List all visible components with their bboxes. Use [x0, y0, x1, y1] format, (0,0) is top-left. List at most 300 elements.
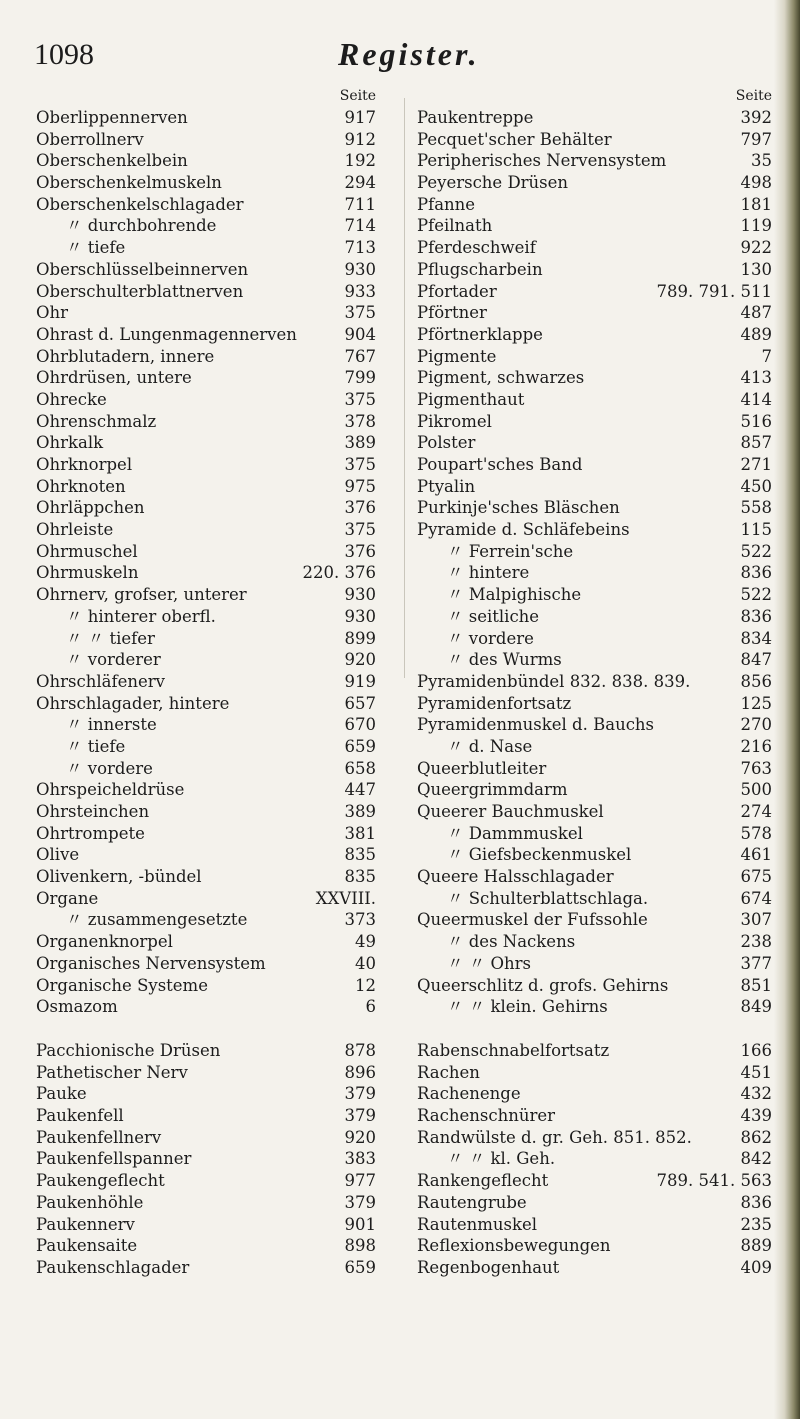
page-reference: 409	[740, 1257, 772, 1277]
index-term: Pförtner	[417, 303, 487, 323]
index-term: Pyramidenfortsatz	[417, 693, 572, 713]
page-reference: 450	[740, 476, 772, 496]
index-entry	[36, 758, 376, 780]
index-entry	[417, 562, 772, 584]
index-term: 〃 Schulterblattschlaga.	[447, 888, 649, 908]
index-term: Ohrenschmalz	[36, 411, 157, 431]
index-entry	[36, 454, 376, 476]
page-reference: 836	[740, 606, 772, 626]
index-term: Pferdeschweif	[417, 238, 536, 258]
page-reference: 238	[740, 932, 772, 952]
index-term: 〃 vordere	[447, 628, 534, 648]
page-reference: 930	[344, 259, 376, 279]
index-term: Rautenmuskel	[417, 1214, 538, 1234]
index-entry	[417, 671, 772, 693]
index-entry	[36, 476, 376, 498]
index-entry	[417, 714, 772, 736]
index-term: Ohrmuschel	[36, 541, 138, 561]
page-reference: 930	[344, 585, 376, 605]
page-reference: 115	[740, 520, 772, 540]
index-term: Polster	[417, 433, 476, 453]
index-term: Ohrläppchen	[36, 498, 145, 518]
index-term: Olivenkern, -bündel	[36, 867, 202, 887]
page-reference: 392	[740, 108, 772, 127]
page-reference: 920	[344, 650, 376, 670]
page-reference: 714	[344, 216, 376, 236]
index-term: Oberschlüsselbeinnerven	[36, 259, 249, 279]
index-term: Ohrtrompete	[36, 823, 145, 843]
index-entry	[36, 259, 376, 281]
index-term: Pförtnerklappe	[417, 324, 543, 344]
page-reference: 379	[344, 1192, 376, 1212]
index-term: Oberschenkelbein	[36, 151, 188, 171]
page-reference: 432	[740, 1084, 772, 1104]
index-entry	[417, 389, 772, 411]
index-term: 〃 〃 klein. Gehirns	[447, 997, 608, 1017]
column-header: Seite	[339, 88, 376, 104]
index-entry	[417, 215, 772, 237]
index-term: Rabenschnabelfortsatz	[417, 1041, 610, 1060]
index-term: Ohrast d. Lungenmagennerven	[36, 324, 297, 344]
page-reference: 659	[344, 1257, 376, 1277]
index-term: Pathetischer Nerv	[36, 1062, 188, 1082]
index-term: Oberschulterblattnerven	[36, 281, 244, 301]
index-term: 〃 Ferrein'sche	[447, 541, 574, 561]
index-entry	[36, 953, 376, 975]
index-entry	[36, 367, 376, 389]
page-reference: 294	[344, 173, 376, 193]
index-entry	[417, 541, 772, 563]
page-reference: 378	[344, 411, 376, 431]
page-reference: 670	[344, 715, 376, 735]
index-entry	[417, 150, 772, 172]
index-entry	[36, 996, 376, 1018]
index-entry	[417, 367, 772, 389]
page-reference: 912	[344, 129, 376, 149]
index-term: Purkinje'sches Bläschen	[417, 498, 620, 518]
page-reference: 522	[740, 585, 772, 605]
index-term: 〃 zusammengesetzte	[66, 910, 248, 930]
page-reference: 119	[740, 216, 772, 236]
page-reference: 711	[344, 194, 376, 214]
index-entry	[417, 1040, 772, 1062]
index-term: Oberrollnerv	[36, 129, 144, 149]
index-term: 〃 Dammmuskel	[447, 823, 583, 843]
page-reference: 389	[344, 433, 376, 453]
page-reference: 856	[740, 671, 772, 691]
index-entry	[36, 606, 376, 628]
page-reference: 381	[344, 823, 376, 843]
page-reference: 836	[740, 563, 772, 583]
index-term: Ohrdrüsen, untere	[36, 368, 192, 388]
index-entry	[417, 1062, 772, 1084]
page-reference: 489	[740, 324, 772, 344]
index-entry	[417, 1170, 772, 1192]
index-term: Ohrknoten	[36, 476, 126, 496]
page-reference: 789. 791. 511	[656, 281, 772, 301]
page-reference: 899	[344, 628, 376, 648]
lower-right-column	[417, 1040, 772, 1279]
index-entry	[417, 476, 772, 498]
index-term: Queermuskel der Fufssohle	[417, 910, 648, 930]
index-entry	[417, 281, 772, 303]
index-entry	[36, 302, 376, 324]
index-entry	[417, 172, 772, 194]
index-term: Ohrecke	[36, 389, 107, 409]
index-term: Ohrleiste	[36, 520, 114, 540]
index-entry	[36, 389, 376, 411]
index-entry	[417, 1257, 772, 1279]
page-reference: 919	[344, 671, 376, 691]
page-reference: 451	[740, 1062, 772, 1082]
page-reference: 658	[344, 758, 376, 778]
page-reference: 270	[740, 715, 772, 735]
index-term: Pyramidenmuskel d. Bauchs	[417, 715, 655, 735]
index-term: 〃 innerste	[66, 715, 157, 735]
index-entry	[417, 649, 772, 671]
page-reference: 849	[740, 997, 772, 1017]
index-entry	[36, 844, 376, 866]
index-entry	[417, 302, 772, 324]
index-term: Ohrspeicheldrüse	[36, 780, 185, 800]
index-entry	[417, 1105, 772, 1127]
index-term: Paukenhöhle	[36, 1192, 144, 1212]
upper-right-column	[417, 86, 772, 1018]
index-entry	[36, 779, 376, 801]
index-entry	[417, 758, 772, 780]
page-reference: 389	[344, 802, 376, 821]
page-reference: 7	[761, 346, 772, 366]
index-term: Ohrschlagader, hintere	[36, 693, 230, 713]
page-reference: 862	[740, 1127, 772, 1147]
index-term: Organische Systeme	[36, 975, 208, 995]
page-reference: 522	[740, 541, 772, 561]
index-term: 〃 vordere	[66, 758, 153, 778]
index-term: Oberschenkelmuskeln	[36, 173, 222, 193]
index-term: Queerer Bauchmuskel	[417, 802, 604, 821]
index-entry	[417, 129, 772, 151]
index-entry	[36, 888, 376, 910]
page-reference: 977	[344, 1171, 376, 1191]
index-term: Queerblutleiter	[417, 758, 547, 778]
index-entry	[36, 411, 376, 433]
index-entry	[36, 562, 376, 584]
page-reference: 461	[740, 845, 772, 865]
page-reference: 235	[740, 1214, 772, 1234]
page-reference: 847	[740, 650, 772, 670]
page-reference: 516	[740, 411, 772, 431]
index-entry	[36, 194, 376, 216]
index-entry	[36, 129, 376, 151]
index-term: Paukensaite	[36, 1236, 138, 1256]
index-entry	[36, 1127, 376, 1149]
index-term: Rautengrube	[417, 1192, 527, 1212]
index-term: Paukenfellnerv	[36, 1127, 162, 1147]
index-entry	[36, 150, 376, 172]
index-term: Oberlippennerven	[36, 108, 188, 127]
page-reference: 799	[344, 368, 376, 388]
index-entry	[36, 172, 376, 194]
index-entry	[417, 628, 772, 650]
index-entry	[36, 237, 376, 259]
index-term: Poupart'sches Band	[417, 455, 583, 474]
index-entry	[417, 411, 772, 433]
index-term: Ohrkalk	[36, 433, 104, 453]
page-reference: 922	[740, 238, 772, 258]
index-term: Pyramidenbündel 832. 838. 839.	[417, 671, 691, 691]
index-entry	[417, 1235, 772, 1257]
index-entry	[417, 888, 772, 910]
index-entry	[417, 1192, 772, 1214]
index-entry	[36, 714, 376, 736]
index-term: Pecquet'scher Behälter	[417, 129, 612, 149]
index-term: Pfortader	[417, 281, 497, 301]
index-term: Peyersche Drüsen	[417, 173, 569, 193]
index-term: Reflexionsbewegungen	[417, 1236, 611, 1256]
column-divider	[404, 98, 405, 678]
index-entry	[417, 823, 772, 845]
index-entry	[36, 215, 376, 237]
index-term: Paukenschlagader	[36, 1257, 190, 1277]
page-edge-shadow	[774, 0, 800, 1419]
index-entry	[417, 693, 772, 715]
index-term: Ohr	[36, 303, 69, 323]
page-reference: XXVIII.	[315, 888, 376, 908]
page-header	[28, 38, 768, 78]
index-entry	[417, 736, 772, 758]
index-term: Ohrnerv, grofser, unterer	[36, 585, 247, 605]
page-reference: 6	[365, 997, 376, 1017]
page-reference: 373	[344, 910, 376, 930]
index-term: Paukennerv	[36, 1214, 135, 1234]
page-reference: 166	[740, 1041, 772, 1060]
index-entry	[417, 107, 772, 129]
index-term: Ohrmuskeln	[36, 563, 139, 583]
index-term: Organenknorpel	[36, 932, 173, 952]
index-entry	[36, 541, 376, 563]
index-entry	[36, 1170, 376, 1192]
index-entry	[36, 324, 376, 346]
index-entry	[36, 693, 376, 715]
page-reference: 878	[344, 1041, 376, 1060]
page-reference: 975	[344, 476, 376, 496]
index-entry	[36, 1257, 376, 1279]
index-term: Pikromel	[417, 411, 492, 431]
page-reference: 842	[740, 1149, 772, 1169]
page-reference: 920	[344, 1127, 376, 1147]
index-term: Pacchionische Drüsen	[36, 1041, 221, 1060]
index-entry	[417, 259, 772, 281]
index-term: Pigment, schwarzes	[417, 368, 585, 388]
page-reference: 789. 541. 563	[656, 1171, 772, 1191]
index-entry	[36, 736, 376, 758]
page-reference: 192	[344, 151, 376, 171]
index-entry	[36, 823, 376, 845]
page-reference: 930	[344, 606, 376, 626]
page-reference: 835	[344, 867, 376, 887]
page-reference: 834	[740, 628, 772, 648]
page-reference: 181	[740, 194, 772, 214]
page-reference: 271	[740, 455, 772, 474]
page-reference: 836	[740, 1192, 772, 1212]
page-reference: 558	[740, 498, 772, 518]
page-reference: 130	[740, 259, 772, 279]
page-reference: 274	[740, 802, 772, 821]
index-entry	[36, 1235, 376, 1257]
index-term: 〃 seitliche	[447, 606, 540, 626]
index-entry	[417, 779, 772, 801]
page-reference: 379	[344, 1106, 376, 1126]
index-term: 〃 durchbohrende	[66, 216, 217, 236]
index-entry	[36, 519, 376, 541]
page-reference: 835	[344, 845, 376, 865]
page-reference: 125	[740, 693, 772, 713]
index-entry	[417, 237, 772, 259]
index-term: 〃 〃 kl. Geh.	[447, 1149, 556, 1169]
page-reference: 487	[740, 303, 772, 323]
page-reference: 377	[740, 953, 772, 973]
index-term: Ohrblutadern, innere	[36, 346, 215, 366]
page-reference: 797	[740, 129, 772, 149]
index-term: Queere Halsschlagader	[417, 867, 614, 887]
page-reference: 851	[740, 975, 772, 995]
index-term: Queerschlitz d. grofs. Gehirns	[417, 975, 669, 995]
index-entry	[36, 801, 376, 823]
index-term: 〃 tiefe	[66, 238, 126, 258]
page-reference: 901	[344, 1214, 376, 1234]
page-reference: 379	[344, 1084, 376, 1104]
index-entry	[417, 996, 772, 1018]
index-term: Paukentreppe	[417, 108, 534, 127]
index-entry	[417, 497, 772, 519]
index-entry	[417, 324, 772, 346]
page-reference: 767	[344, 346, 376, 366]
page-reference: 414	[740, 389, 772, 409]
index-entry	[417, 1148, 772, 1170]
index-entry	[417, 801, 772, 823]
index-term: 〃 Malpighische	[447, 585, 582, 605]
page-reference: 578	[740, 823, 772, 843]
index-entry	[36, 628, 376, 650]
page-reference: 35	[751, 151, 772, 171]
page-reference: 917	[344, 108, 376, 127]
index-entry	[36, 1083, 376, 1105]
index-entry	[36, 649, 376, 671]
index-entry	[36, 1148, 376, 1170]
index-term: Rachenenge	[417, 1084, 521, 1104]
index-term: 〃 〃 tiefer	[66, 628, 155, 648]
page-reference: 220. 376	[302, 563, 376, 583]
page-reference: 307	[740, 910, 772, 930]
index-entry	[36, 1062, 376, 1084]
page-reference: 383	[344, 1149, 376, 1169]
index-term: Pfeilnath	[417, 216, 493, 236]
index-term: Regenbogenhaut	[417, 1257, 560, 1277]
page-reference: 40	[355, 953, 376, 973]
index-entry	[36, 931, 376, 953]
index-term: Pauke	[36, 1084, 87, 1104]
index-entry	[36, 281, 376, 303]
index-term: Rachenschnürer	[417, 1106, 556, 1126]
index-term: Paukengeflecht	[36, 1171, 165, 1191]
index-term: Pigmenthaut	[417, 389, 525, 409]
page-reference: 216	[740, 736, 772, 756]
index-term: 〃 hinterer oberfl.	[66, 606, 216, 626]
index-entry	[417, 432, 772, 454]
page-reference: 413	[740, 368, 772, 388]
index-entry	[36, 671, 376, 693]
index-term: Paukenfellspanner	[36, 1149, 192, 1169]
index-entry	[36, 432, 376, 454]
index-term: Ohrsteinchen	[36, 802, 150, 821]
index-entry	[36, 1192, 376, 1214]
page-reference: 657	[344, 693, 376, 713]
page-reference: 49	[355, 932, 376, 952]
page-reference: 763	[740, 758, 772, 778]
index-term: Peripherisches Nervensystem	[417, 151, 667, 171]
page-reference: 898	[344, 1236, 376, 1256]
index-entry	[36, 1040, 376, 1062]
page-reference: 376	[344, 541, 376, 561]
index-entry	[417, 519, 772, 541]
page-reference: 375	[344, 520, 376, 540]
index-term: 〃 des Wurms	[447, 650, 562, 670]
index-term: 〃 Giefsbeckenmuskel	[447, 845, 632, 865]
index-entry	[36, 866, 376, 888]
index-entry	[417, 866, 772, 888]
index-entry	[417, 1214, 772, 1236]
page-reference: 896	[344, 1062, 376, 1082]
index-term: 〃 vorderer	[66, 650, 161, 670]
lower-left-column	[36, 1040, 376, 1279]
index-term: Ohrschläfenerv	[36, 671, 165, 691]
index-term: Pfanne	[417, 194, 476, 214]
index-term: Pflugscharbein	[417, 259, 543, 279]
page-reference: 675	[740, 867, 772, 887]
index-term: Paukenfell	[36, 1106, 124, 1126]
index-term: Rachen	[417, 1062, 480, 1082]
index-entry	[36, 346, 376, 368]
index-term: Randwülste d. gr. Geh. 851. 852.	[417, 1127, 692, 1147]
page-reference: 674	[740, 888, 772, 908]
index-entry	[36, 584, 376, 606]
index-entry	[417, 931, 772, 953]
index-term: Ohrknorpel	[36, 455, 133, 474]
index-entry	[36, 1214, 376, 1236]
index-term: Rankengeflecht	[417, 1171, 549, 1191]
index-entry	[36, 909, 376, 931]
index-term: Ptyalin	[417, 476, 476, 496]
index-term: 〃 hintere	[447, 563, 530, 583]
index-entry	[417, 1127, 772, 1149]
column-header: Seite	[735, 88, 772, 104]
index-term: Olive	[36, 845, 80, 865]
index-term: Pyramide d. Schläfebeins	[417, 520, 630, 540]
index-term: Organisches Nervensystem	[36, 953, 266, 973]
index-term: Pigmente	[417, 346, 497, 366]
page-reference: 447	[344, 780, 376, 800]
page-reference: 659	[344, 736, 376, 756]
index-term: 〃 d. Nase	[447, 736, 533, 756]
page-reference: 12	[355, 975, 376, 995]
index-term: Organe	[36, 888, 99, 908]
index-entry	[417, 606, 772, 628]
index-entry	[417, 1083, 772, 1105]
index-entry	[417, 194, 772, 216]
index-entry	[417, 844, 772, 866]
page-reference: 375	[344, 303, 376, 323]
index-entry	[36, 497, 376, 519]
